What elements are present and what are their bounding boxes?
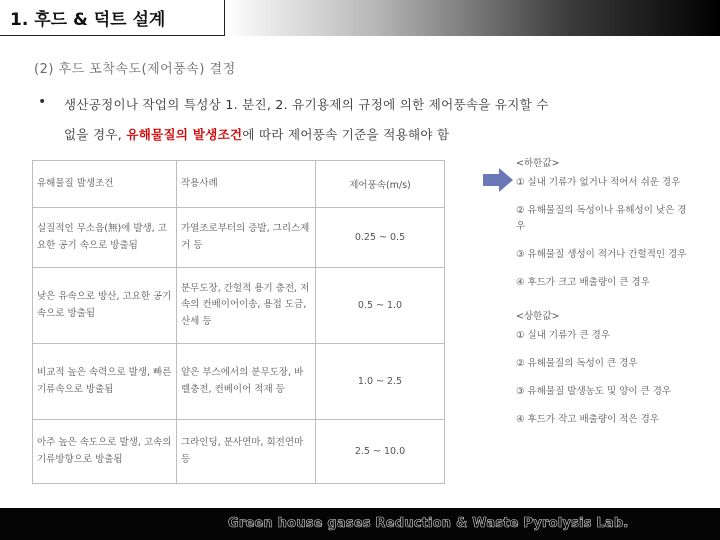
speed-cell: 0.25 ~ 0.5 bbox=[316, 208, 445, 268]
header-gradient bbox=[224, 0, 720, 36]
note-item: ① 실내 기류가 큰 경우 bbox=[516, 329, 611, 341]
condition-cell: 비교적 높은 속력으로 발생, 빠른 기류속으로 방출됨 bbox=[33, 344, 177, 420]
body-text-line-1: 생산공정이나 작업의 특성상 1. 분진, 2. 유기용제의 규정에 의한 제어풍속을 유지할 수 bbox=[64, 97, 549, 112]
condition-cell: 아주 높은 속도으로 발생, 고속의 기류방향으로 방출됨 bbox=[33, 420, 177, 484]
header-underline bbox=[0, 35, 224, 36]
body-text-after: 에 따라 제어풍속 기준을 적용해야 함 bbox=[242, 127, 450, 142]
right-arrow-icon bbox=[483, 168, 513, 192]
section-subtitle: (2) 후드 포착속도(제어풍속) 결정 bbox=[34, 62, 236, 77]
condition-cell: 낮은 유속으로 방산, 고요한 공기속으로 방출됨 bbox=[33, 268, 177, 344]
speed-cell: 1.0 ~ 2.5 bbox=[316, 344, 445, 420]
table-header-cell: 제어풍속(m/s) bbox=[316, 161, 445, 208]
notes-panel bbox=[512, 156, 692, 440]
header-bar bbox=[0, 0, 720, 36]
table-row bbox=[33, 268, 445, 344]
upper-limit-title: <상한값> bbox=[516, 311, 560, 323]
highlight-text: 유해물질의 발생조건 bbox=[126, 127, 243, 142]
table-header-cell: 유해물질 발생조건 bbox=[33, 161, 177, 208]
cases-cell: 분무도장, 간헐적 용기 충전, 저속의 컨베이어이송, 용접 도금, 산세 등 bbox=[177, 268, 316, 344]
footer-bar bbox=[0, 508, 720, 540]
cases-cell: 가열조로부터의 증발, 그리스제거 등 bbox=[177, 208, 316, 268]
note-item: ② 유해물질의 독성이나 유해성이 낮은 경우 bbox=[516, 204, 687, 232]
cases-cell: 얕은 부스에서의 분무도장, 바렐충전, 컨베이어 적재 등 bbox=[177, 344, 316, 420]
note-item: ① 실내 기류가 없거나 적어서 쉬운 경우 bbox=[516, 176, 681, 188]
note-item: ② 유해물질의 독성이 큰 경우 bbox=[516, 357, 638, 369]
header-divider bbox=[224, 0, 225, 36]
lower-limit-title: <하한값> bbox=[516, 158, 560, 169]
table-row bbox=[33, 420, 445, 484]
note-item: ④ 후드가 작고 배출량이 적은 경우 bbox=[516, 414, 659, 426]
body-text-before: 없을 경우, bbox=[64, 127, 127, 142]
speed-cell: 0.5 ~ 1.0 bbox=[316, 268, 445, 344]
cases-cell: 그라인딩, 분사연마, 회전연마 등 bbox=[177, 420, 316, 484]
slide-title: 1. 후드 & 덕트 설계 bbox=[10, 10, 166, 30]
table-row bbox=[33, 344, 445, 420]
condition-cell: 실질적인 무소음(無)에 발생, 고요한 공기 속으로 방출됨 bbox=[33, 208, 177, 268]
lab-name: Green house gases Reduction & Waste Pyrolysis Lab. bbox=[228, 516, 629, 531]
table-header-cell: 작용사례 bbox=[177, 161, 316, 208]
body-text-line-2 bbox=[64, 125, 449, 143]
control-velocity-table bbox=[32, 160, 445, 484]
table-header-row bbox=[33, 161, 445, 208]
bullet-icon: • bbox=[38, 94, 47, 110]
speed-cell: 2.5 ~ 10.0 bbox=[316, 420, 445, 484]
table-row bbox=[33, 208, 445, 268]
note-item: ④ 후드가 크고 배출량이 큰 경우 bbox=[516, 277, 650, 289]
note-item: ③ 유해물질 발생농도 및 양이 큰 경우 bbox=[516, 385, 672, 397]
note-item: ③ 유해물질 생성이 적거나 간헐적인 경우 bbox=[516, 248, 687, 260]
